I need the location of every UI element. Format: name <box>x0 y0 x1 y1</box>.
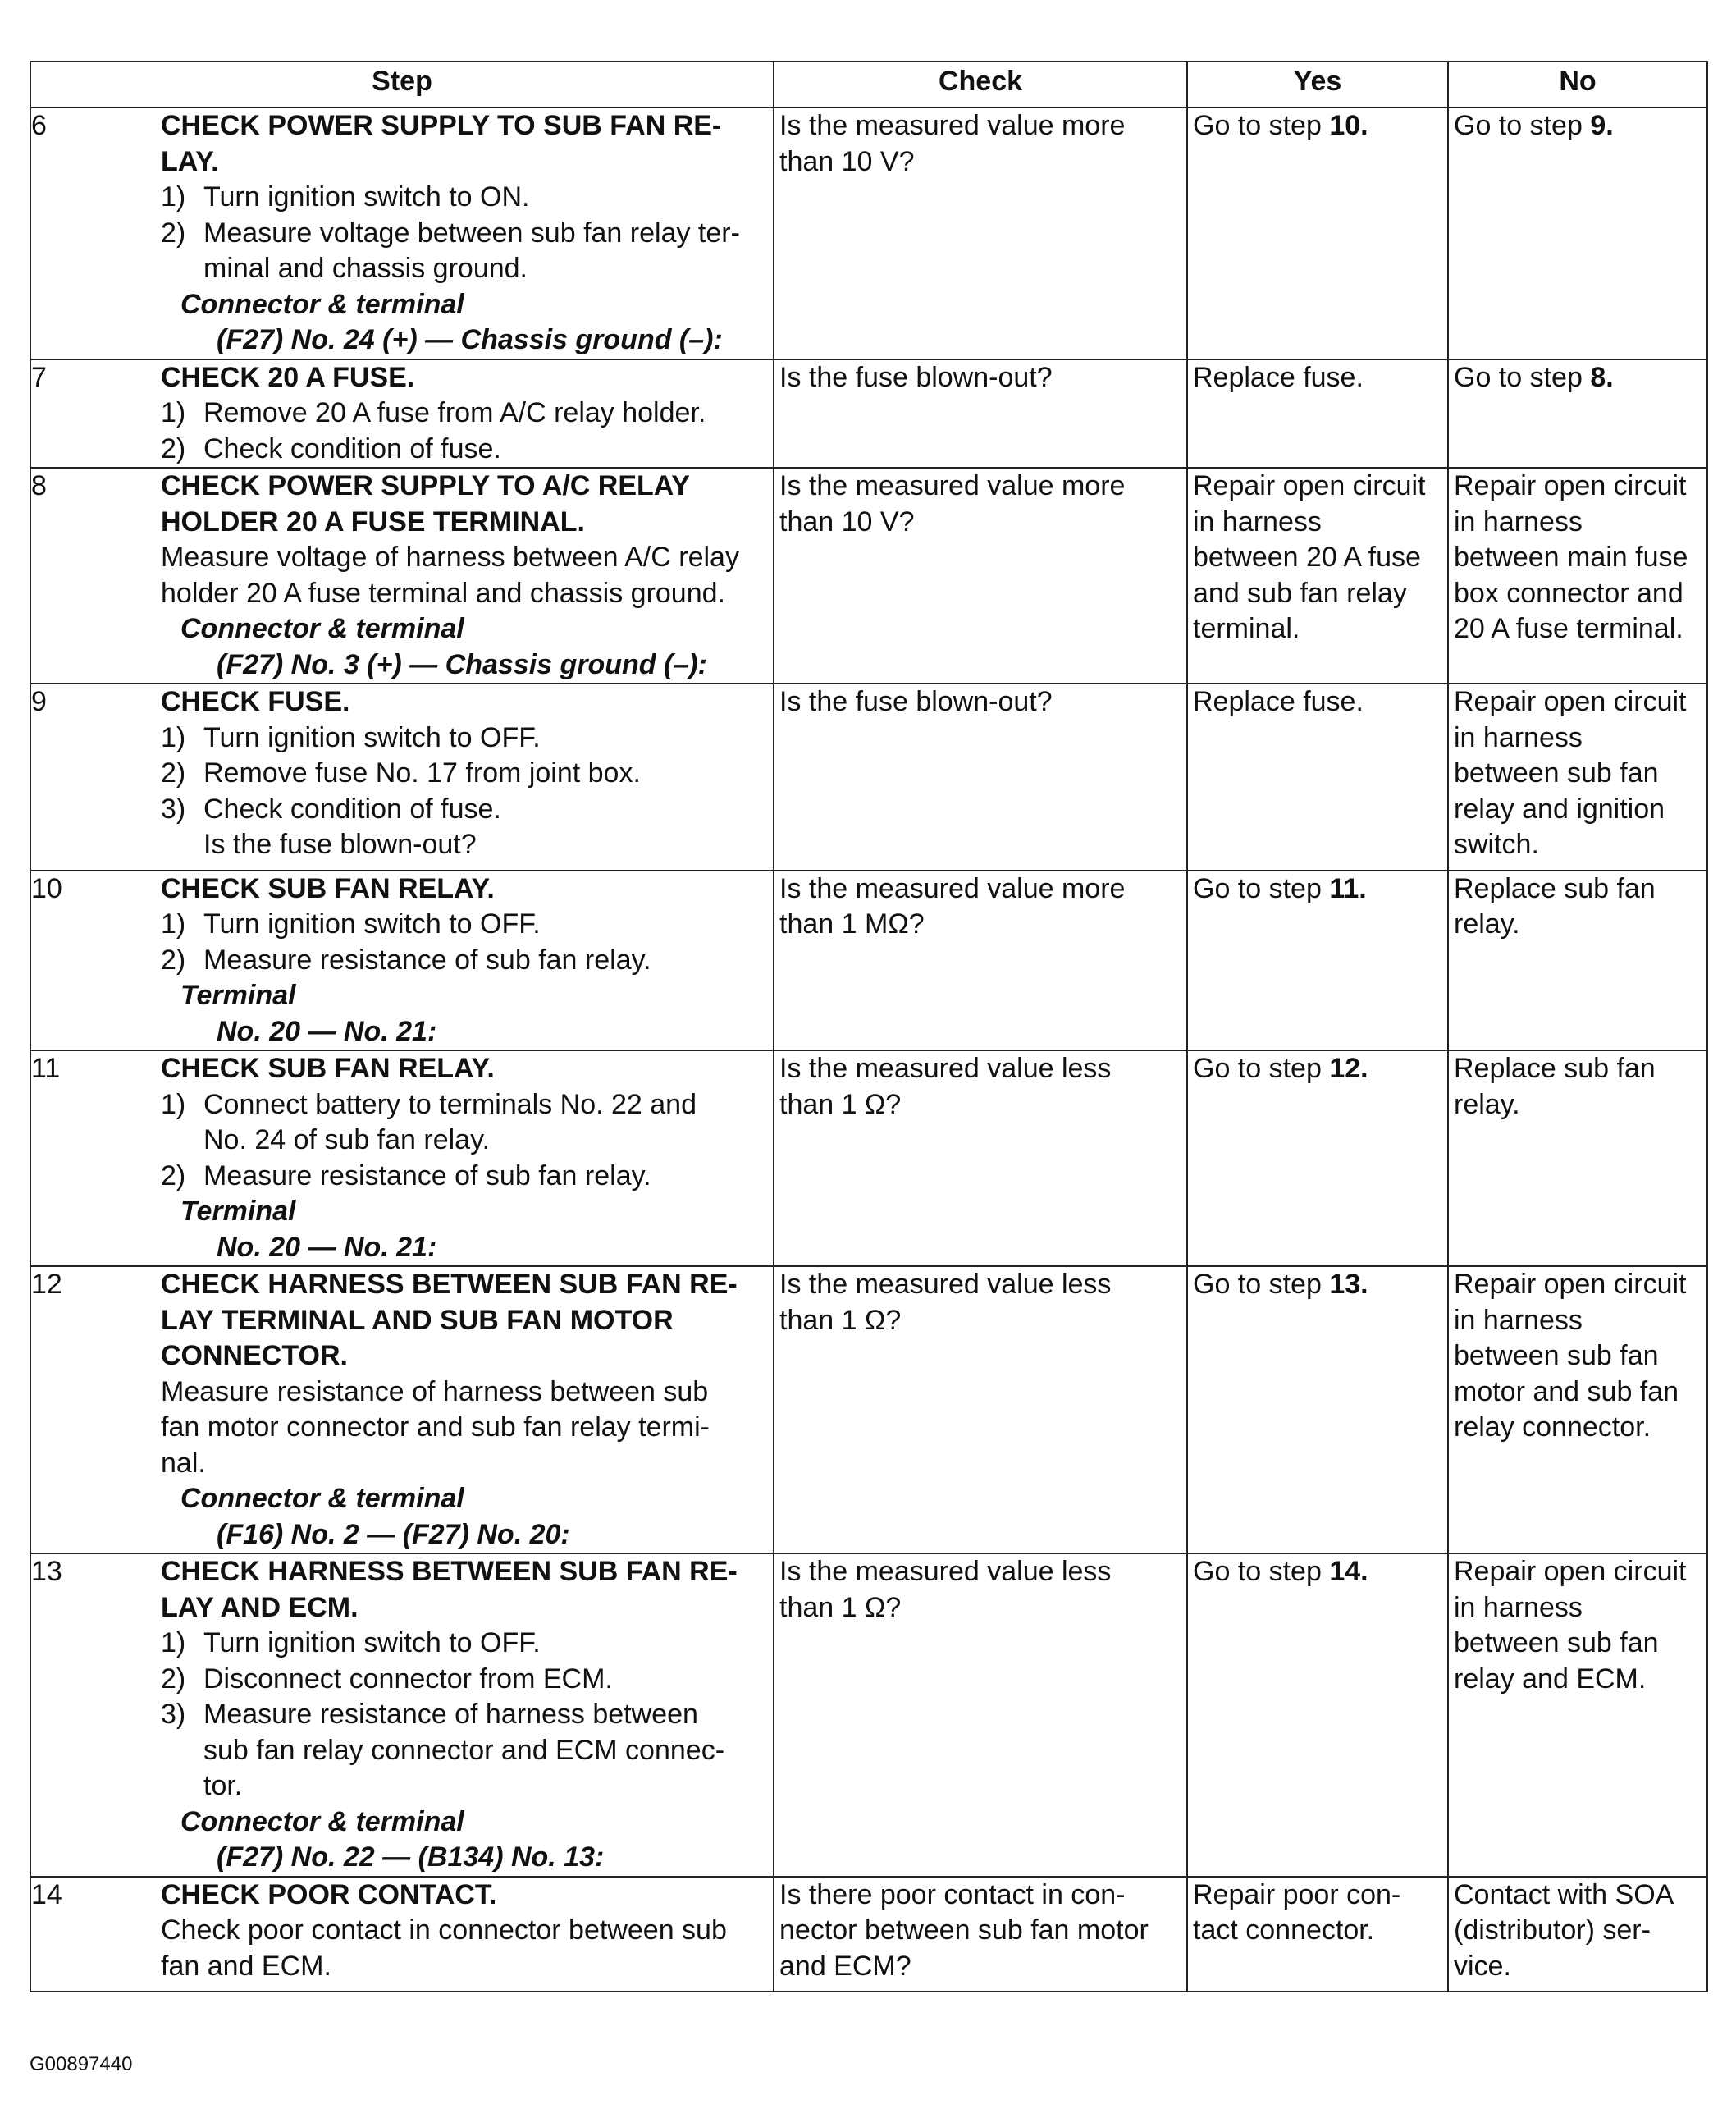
step-instruction <box>161 216 768 287</box>
check-question-line: than 10 V? <box>779 505 915 537</box>
yes-action-line: in harness <box>1193 505 1322 537</box>
no-action-line: in harness <box>1454 1591 1583 1623</box>
step-wrap <box>31 108 773 359</box>
instruction-text-line: Turn ignition switch to OFF. <box>203 1627 541 1658</box>
yes-action-line: tact connector. <box>1193 1914 1375 1946</box>
check-question-line: Is the measured value less <box>779 1556 1112 1587</box>
step-instruction <box>161 720 768 757</box>
instruction-text <box>203 792 768 863</box>
check-question <box>779 469 1181 540</box>
yes-action <box>1193 1878 1442 1949</box>
no-cell <box>1448 359 1707 469</box>
table-row <box>30 1553 1707 1877</box>
yes-cell <box>1187 684 1448 871</box>
yes-text: Go to step <box>1193 872 1330 904</box>
step-number: 6 <box>31 110 47 141</box>
yes-cell <box>1187 468 1448 684</box>
step-title <box>161 871 768 908</box>
step-description-line: fan and ECM. <box>161 1950 331 1982</box>
step-title-line: CHECK POWER SUPPLY TO SUB FAN RE- <box>161 110 722 141</box>
instruction-text-line: Measure voltage between sub fan relay ter- <box>203 217 740 249</box>
check-question-line: than 1 Ω? <box>779 1304 902 1336</box>
no-action-line: in harness <box>1454 505 1583 537</box>
no-cell <box>1448 107 1707 359</box>
no-action-line: relay. <box>1454 1088 1520 1120</box>
header-no: No <box>1448 62 1707 107</box>
header-step: Step <box>30 62 774 107</box>
connector-label: Connector & terminal <box>180 1805 464 1837</box>
no-action-line: Contact with SOA <box>1454 1878 1674 1910</box>
step-description-line: nal. <box>161 1447 206 1479</box>
instruction-text-line: tor. <box>203 1770 243 1801</box>
step-description-line: holder 20 A fuse terminal and chassis ground. <box>161 577 725 609</box>
check-question <box>779 684 1181 720</box>
yes-action-line: between 20 A fuse <box>1193 542 1421 573</box>
yes-action <box>1193 1267 1442 1303</box>
step-instruction <box>161 907 768 943</box>
yes-step-number: 13. <box>1329 1269 1368 1300</box>
check-cell <box>774 468 1187 684</box>
connector-terminal: (F27) No. 3 (+) — Chassis ground (–): <box>217 648 707 680</box>
check-question-line: than 1 Ω? <box>779 1591 902 1623</box>
connector-label: Connector & terminal <box>180 613 464 644</box>
check-cell <box>774 871 1187 1051</box>
step-description-line: Measure resistance of harness between sub <box>161 1375 709 1407</box>
yes-action-line: terminal. <box>1193 613 1300 644</box>
instruction-text-line: Measure resistance of sub fan relay. <box>203 1160 651 1192</box>
check-cell <box>774 107 1187 359</box>
step-number: 7 <box>31 361 47 393</box>
yes-text: Go to step <box>1193 110 1330 141</box>
yes-action <box>1193 469 1442 647</box>
yes-action <box>1193 684 1442 720</box>
step-wrap <box>31 1051 773 1265</box>
instruction-text-wrap <box>203 180 768 216</box>
step-title-line: CHECK SUB FAN RELAY. <box>161 1053 495 1084</box>
instruction-number: 3) <box>161 1699 186 1730</box>
yes-cell <box>1187 1877 1448 1992</box>
step-cell <box>30 1553 774 1877</box>
table-row <box>30 1877 1707 1992</box>
check-question <box>779 108 1181 180</box>
no-action-line: motor and sub fan <box>1454 1375 1679 1407</box>
no-action <box>1454 1554 1702 1697</box>
check-question <box>779 1554 1181 1626</box>
no-step-number: 9. <box>1590 110 1614 141</box>
no-action-line: box connector and <box>1454 577 1683 609</box>
no-action <box>1454 469 1702 647</box>
yes-cell <box>1187 871 1448 1051</box>
step-instruction <box>161 1626 768 1662</box>
yes-text: Go to step <box>1193 1269 1330 1300</box>
yes-text: Go to step <box>1193 1053 1330 1084</box>
yes-cell <box>1187 1553 1448 1877</box>
no-action-line: Repair open circuit <box>1454 1269 1687 1300</box>
no-text: Go to step <box>1454 361 1591 393</box>
step-title-line: LAY. <box>161 145 219 177</box>
step-body <box>161 1051 773 1265</box>
diagnostic-table <box>30 61 1708 1992</box>
step-title-line: CHECK 20 A FUSE. <box>161 361 415 393</box>
connector-terminal: (F16) No. 2 — (F27) No. 20: <box>217 1518 570 1550</box>
step-cell <box>30 1266 774 1553</box>
check-question-line: Is the measured value less <box>779 1053 1112 1084</box>
step-body <box>161 360 773 468</box>
instruction-text-line: Turn ignition switch to ON. <box>203 181 530 213</box>
yes-step-number: 12. <box>1329 1053 1368 1084</box>
table-row <box>30 1050 1707 1266</box>
step-title <box>161 469 768 540</box>
no-action-line: switch. <box>1454 829 1539 860</box>
no-text: Go to step <box>1454 110 1591 141</box>
step-cell <box>30 359 774 469</box>
no-action <box>1454 1267 1702 1446</box>
check-question-line: Is the measured value more <box>779 110 1126 141</box>
step-instruction <box>161 756 768 792</box>
instruction-number: 1) <box>161 181 186 213</box>
no-action-line: relay. <box>1454 908 1520 940</box>
yes-step-number: 11. <box>1329 872 1367 904</box>
step-title-line: CHECK HARNESS BETWEEN SUB FAN RE- <box>161 1269 738 1300</box>
yes-cell <box>1187 1266 1448 1553</box>
instruction-text-line: Remove fuse No. 17 from joint box. <box>203 757 641 789</box>
instruction-number: 1) <box>161 1627 186 1658</box>
check-question-line: Is the fuse blown-out? <box>779 686 1053 717</box>
header-yes: Yes <box>1187 62 1448 107</box>
no-action <box>1454 1051 1702 1123</box>
no-action <box>1454 1878 1702 1985</box>
no-action-line: relay and ECM. <box>1454 1663 1647 1695</box>
connector-label: Terminal <box>180 1196 296 1227</box>
step-instruction <box>161 1697 768 1805</box>
no-cell <box>1448 468 1707 684</box>
instruction-text <box>203 907 768 943</box>
step-wrap <box>31 684 773 863</box>
step-cell <box>30 1050 774 1266</box>
step-wrap <box>31 469 773 683</box>
check-question-line: Is there poor contact in con- <box>779 1878 1126 1910</box>
step-wrap <box>31 871 773 1050</box>
step-number: 9 <box>31 686 47 717</box>
instruction-text <box>203 396 768 432</box>
instruction-text-wrap <box>203 1626 768 1662</box>
instruction-text <box>203 720 768 757</box>
no-action-line: Repair open circuit <box>1454 686 1687 717</box>
no-action-line: between sub fan <box>1454 1340 1659 1371</box>
no-action-line: Repair open circuit <box>1454 470 1687 501</box>
step-number: 13 <box>31 1556 62 1587</box>
step-description-line: fan motor connector and sub fan relay termi- <box>161 1411 710 1443</box>
instruction-text-wrap <box>203 756 768 792</box>
step-instruction <box>161 432 768 468</box>
instruction-text-line: Check condition of fuse. <box>203 432 501 464</box>
step-title-line: LAY AND ECM. <box>161 1591 359 1623</box>
yes-action-line: Repair open circuit <box>1193 470 1426 501</box>
step-title <box>161 1554 768 1626</box>
instruction-text-line: Remove 20 A fuse from A/C relay holder. <box>203 397 706 428</box>
instruction-text-wrap <box>203 1697 768 1805</box>
step-body <box>161 108 773 359</box>
instruction-number: 2) <box>161 1160 186 1192</box>
step-description <box>161 1913 768 1984</box>
step-number: 14 <box>31 1878 62 1910</box>
step-instruction <box>161 1159 768 1195</box>
yes-action-line: and sub fan relay <box>1193 577 1407 609</box>
step-title-line: CHECK FUSE. <box>161 686 350 717</box>
instruction-text-wrap <box>203 396 768 432</box>
step-instruction <box>161 396 768 432</box>
yes-action-line: Replace fuse. <box>1193 361 1364 393</box>
step-instruction <box>161 943 768 979</box>
instruction-number: 1) <box>161 397 186 428</box>
no-cell <box>1448 871 1707 1051</box>
connector-terminal: (F27) No. 24 (+) — Chassis ground (–): <box>217 324 723 355</box>
check-question-line: Is the measured value more <box>779 872 1126 904</box>
step-cell <box>30 871 774 1051</box>
instruction-number: 2) <box>161 944 186 976</box>
step-body <box>161 1878 773 1985</box>
check-question-line: and ECM? <box>779 1950 911 1982</box>
no-action-line: 20 A fuse terminal. <box>1454 613 1683 644</box>
connector-label: Connector & terminal <box>180 288 464 320</box>
instruction-text-line: minal and chassis ground. <box>203 253 528 284</box>
no-action <box>1454 108 1702 144</box>
connector-label: Connector & terminal <box>180 1483 464 1514</box>
table-body <box>30 107 1707 1992</box>
step-title <box>161 1267 768 1375</box>
step-wrap <box>31 360 773 468</box>
connector-label: Terminal <box>180 980 296 1011</box>
instruction-text <box>203 180 768 216</box>
check-question-line: than 10 V? <box>779 145 915 177</box>
step-title <box>161 360 768 396</box>
no-cell <box>1448 1266 1707 1553</box>
step-title-line: CHECK POWER SUPPLY TO A/C RELAY <box>161 470 690 501</box>
no-action-line: Replace sub fan <box>1454 1053 1656 1084</box>
no-cell <box>1448 1050 1707 1266</box>
yes-action-line: Repair poor con- <box>1193 1878 1401 1910</box>
instruction-text-wrap <box>203 1159 768 1195</box>
no-action-line: in harness <box>1454 721 1583 753</box>
instruction-text <box>203 432 768 468</box>
step-description-line: Check poor contact in connector between sub <box>161 1914 727 1946</box>
instruction-text-line: No. 24 of sub fan relay. <box>203 1124 491 1155</box>
yes-cell <box>1187 359 1448 469</box>
check-question-line: Is the fuse blown-out? <box>779 361 1053 393</box>
no-cell <box>1448 1553 1707 1877</box>
instruction-number: 1) <box>161 1088 186 1120</box>
step-number: 8 <box>31 470 47 501</box>
check-question <box>779 1878 1181 1985</box>
step-cell <box>30 468 774 684</box>
instruction-text <box>203 1662 768 1698</box>
connector-terminal: No. 20 — No. 21: <box>217 1231 437 1263</box>
table-row <box>30 468 1707 684</box>
check-cell <box>774 684 1187 871</box>
step-body <box>161 871 773 1050</box>
step-instruction <box>161 180 768 216</box>
table-row <box>30 871 1707 1051</box>
no-action-line: between main fuse <box>1454 542 1688 573</box>
instruction-number: 1) <box>161 721 186 753</box>
table-row <box>30 107 1707 359</box>
instruction-text-wrap <box>203 907 768 943</box>
instruction-text <box>203 756 768 792</box>
instruction-text-wrap <box>203 1087 768 1159</box>
step-number: 12 <box>31 1269 62 1300</box>
yes-action-line: Replace fuse. <box>1193 686 1364 717</box>
no-action-line: relay and ignition <box>1454 793 1665 825</box>
no-action <box>1454 684 1702 863</box>
instruction-number: 2) <box>161 757 186 789</box>
step-instruction <box>161 1087 768 1159</box>
check-question-line: than 1 Ω? <box>779 1088 902 1120</box>
instruction-text-wrap <box>203 1662 768 1698</box>
instruction-text <box>203 216 768 287</box>
table-row <box>30 359 1707 469</box>
yes-cell <box>1187 1050 1448 1266</box>
step-description <box>161 540 768 611</box>
instruction-number: 2) <box>161 217 186 249</box>
table-header-row <box>30 62 1707 107</box>
step-cell <box>30 684 774 871</box>
table-row <box>30 1266 1707 1553</box>
no-action-line: between sub fan <box>1454 1627 1659 1658</box>
instruction-text-wrap <box>203 720 768 757</box>
instruction-number: 2) <box>161 1663 186 1695</box>
yes-action <box>1193 360 1442 396</box>
check-question-line: than 1 MΩ? <box>779 908 925 940</box>
check-cell <box>774 1553 1187 1877</box>
yes-text: Go to step <box>1193 1556 1330 1587</box>
instruction-text-line: Disconnect connector from ECM. <box>203 1663 613 1695</box>
no-cell <box>1448 684 1707 871</box>
no-action-line: vice. <box>1454 1950 1511 1982</box>
check-cell <box>774 359 1187 469</box>
instruction-text <box>203 1159 768 1195</box>
instruction-text <box>203 1626 768 1662</box>
figure-code: G00897440 <box>30 2053 133 2075</box>
step-title <box>161 684 768 720</box>
check-cell <box>774 1266 1187 1553</box>
step-title <box>161 1878 768 1914</box>
check-question <box>779 360 1181 396</box>
step-description-line: Measure voltage of harness between A/C relay <box>161 542 739 573</box>
step-wrap <box>31 1878 773 1985</box>
instruction-text <box>203 1697 768 1805</box>
step-body <box>161 1267 773 1553</box>
no-step-number: 8. <box>1590 361 1614 393</box>
no-action <box>1454 360 1702 396</box>
instruction-number: 1) <box>161 908 186 940</box>
step-cell <box>30 1877 774 1992</box>
instruction-number: 2) <box>161 432 186 464</box>
yes-cell <box>1187 107 1448 359</box>
no-action-line: relay connector. <box>1454 1411 1651 1443</box>
step-wrap <box>31 1554 773 1876</box>
step-title-line: CHECK POOR CONTACT. <box>161 1878 497 1910</box>
instruction-text-line: Is the fuse blown-out? <box>203 829 477 860</box>
step-instruction <box>161 792 768 863</box>
check-question-line: Is the measured value less <box>779 1269 1112 1300</box>
no-action-line: Replace sub fan <box>1454 872 1656 904</box>
yes-step-number: 10. <box>1329 110 1368 141</box>
yes-action <box>1193 108 1442 144</box>
step-title-line: LAY TERMINAL AND SUB FAN MOTOR <box>161 1304 674 1336</box>
step-number: 10 <box>31 872 62 904</box>
step-number: 11 <box>31 1053 61 1084</box>
instruction-text-wrap <box>203 792 768 863</box>
instruction-text-line: Check condition of fuse. <box>203 793 501 825</box>
check-question <box>779 1267 1181 1338</box>
step-cell <box>30 107 774 359</box>
connector-terminal: No. 20 — No. 21: <box>217 1015 437 1047</box>
step-body <box>161 1554 773 1876</box>
instruction-text <box>203 943 768 979</box>
instruction-text-line: sub fan relay connector and ECM connec- <box>203 1734 725 1766</box>
step-body <box>161 684 773 863</box>
step-title <box>161 1051 768 1087</box>
check-cell <box>774 1877 1187 1992</box>
instruction-text-line: Measure resistance of harness between <box>203 1699 698 1730</box>
step-title <box>161 108 768 180</box>
instruction-text-wrap <box>203 216 768 287</box>
no-action-line: between sub fan <box>1454 757 1659 789</box>
step-title-line: CHECK HARNESS BETWEEN SUB FAN RE- <box>161 1556 738 1587</box>
step-description <box>161 1375 768 1482</box>
no-cell <box>1448 1877 1707 1992</box>
step-instruction <box>161 1662 768 1698</box>
yes-action <box>1193 1051 1442 1087</box>
step-title-line: CONNECTOR. <box>161 1340 348 1371</box>
instruction-text-wrap <box>203 943 768 979</box>
header-check: Check <box>774 62 1187 107</box>
instruction-text-wrap <box>203 432 768 468</box>
instruction-number: 3) <box>161 793 186 825</box>
yes-action <box>1193 1554 1442 1590</box>
instruction-text-line: Turn ignition switch to OFF. <box>203 721 541 753</box>
instruction-text <box>203 1087 768 1159</box>
yes-action <box>1193 871 1442 908</box>
instruction-text-line: Measure resistance of sub fan relay. <box>203 944 651 976</box>
step-title-line: HOLDER 20 A FUSE TERMINAL. <box>161 505 585 537</box>
step-body <box>161 469 773 683</box>
instruction-text-line: Connect battery to terminals No. 22 and <box>203 1088 697 1120</box>
yes-step-number: 14. <box>1329 1556 1368 1587</box>
no-action-line: Repair open circuit <box>1454 1556 1687 1587</box>
instruction-text-line: Turn ignition switch to OFF. <box>203 908 541 940</box>
step-wrap <box>31 1267 773 1553</box>
connector-terminal: (F27) No. 22 — (B134) No. 13: <box>217 1841 605 1873</box>
check-question-line: Is the measured value more <box>779 470 1126 501</box>
no-action <box>1454 871 1702 943</box>
table-row <box>30 684 1707 871</box>
check-question <box>779 871 1181 943</box>
no-action-line: in harness <box>1454 1304 1583 1336</box>
check-question-line: nector between sub fan motor <box>779 1914 1149 1946</box>
step-title-line: CHECK SUB FAN RELAY. <box>161 872 495 904</box>
check-question <box>779 1051 1181 1123</box>
no-action-line: (distributor) ser- <box>1454 1914 1651 1946</box>
check-cell <box>774 1050 1187 1266</box>
